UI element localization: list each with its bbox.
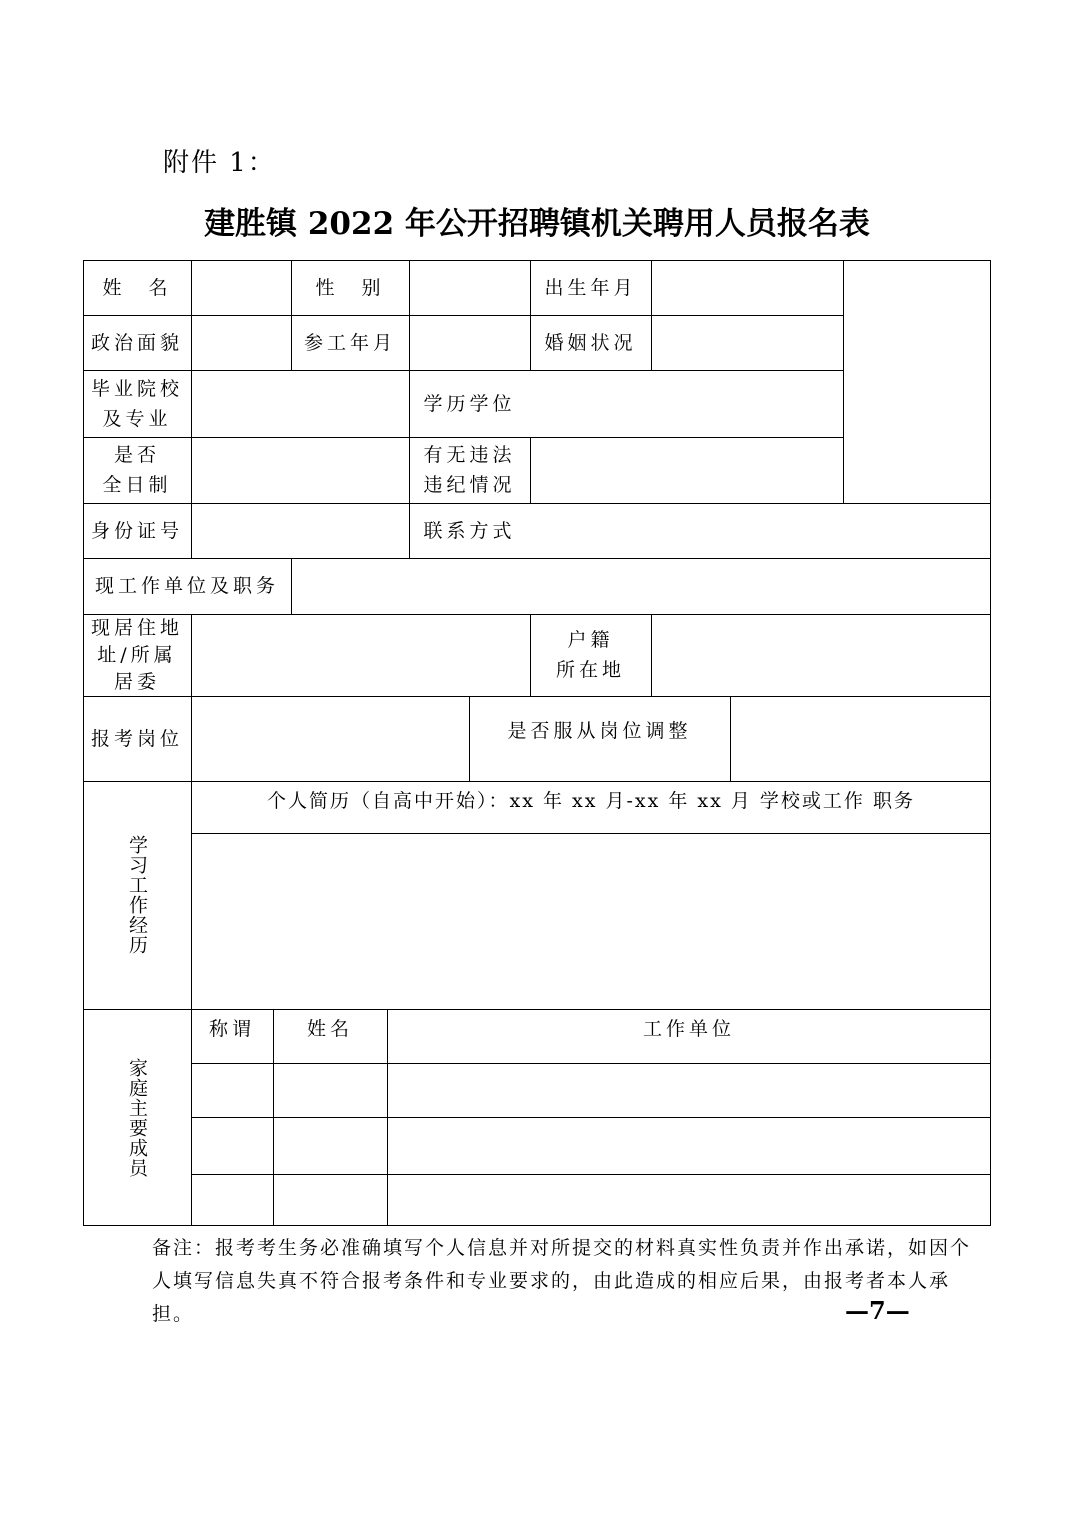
family-section-label: 家庭主要成员 <box>126 1057 148 1178</box>
page-number: —7— <box>845 1296 910 1325</box>
rule <box>843 260 844 504</box>
resume-hint: 个人简历（自高中开始）：xx 年 xx 月-xx 年 xx 月 学校或工作 职务 <box>267 790 915 812</box>
rule <box>651 614 652 696</box>
label-address: 现居住地 址/所属 居委 <box>90 616 183 693</box>
rule <box>651 260 652 371</box>
footnote: 备注：报考考生务必准确填写个人信息并对所提交的材料真实性负责并作出承诺，如因个人填写信息失真不符合报考条件和专业要求的，由此造成的相应后果，由报考者本人承担。 <box>152 1237 972 1325</box>
family-header-name: 姓名 <box>306 1018 353 1040</box>
label-work-start: 参工年月 <box>303 331 396 354</box>
border-bottom <box>83 1225 991 1226</box>
rule <box>191 1117 991 1118</box>
rule <box>83 503 991 504</box>
label-degree: 学历学位 <box>423 392 516 415</box>
rule <box>191 1174 991 1175</box>
family-header-relation: 称谓 <box>208 1018 255 1040</box>
label-school: 毕业院校 及专业 <box>90 377 183 430</box>
attachment-label: 附件 1： <box>163 148 276 178</box>
label-violation: 有无违法 违纪情况 <box>423 444 516 496</box>
label-gender: 性 别 <box>315 276 385 299</box>
rule <box>730 696 731 781</box>
label-name: 姓 名 <box>102 276 172 299</box>
rule <box>191 260 192 558</box>
label-fulltime: 是否 全日制 <box>102 444 172 496</box>
rule <box>291 558 292 614</box>
label-position: 报考岗位 <box>90 727 183 750</box>
label-contact: 联系方式 <box>423 519 516 542</box>
border-right <box>990 260 991 1226</box>
family-section-label-cell <box>83 1009 191 1226</box>
label-birth: 出生年月 <box>544 276 637 299</box>
rule <box>191 833 991 834</box>
label-marital: 婚姻状况 <box>544 331 637 354</box>
rule <box>83 315 843 316</box>
rule <box>191 696 192 781</box>
label-political: 政治面貌 <box>90 331 183 354</box>
resume-section-label: 学习工作经历 <box>126 835 148 955</box>
label-current-job: 现工作单位及职务 <box>94 575 279 597</box>
label-id-number: 身份证号 <box>90 519 183 542</box>
label-adjust: 是否服从岗位调整 <box>507 720 692 742</box>
rule <box>530 437 531 503</box>
rule <box>191 614 192 696</box>
resume-section-label-cell <box>83 781 191 1009</box>
registration-form-table <box>83 260 991 1226</box>
label-hukou: 户籍 所在地 <box>555 629 625 681</box>
form-title: 建胜镇 2022 年公开招聘镇机关聘用人员报名表 <box>204 206 870 242</box>
rule <box>191 1063 991 1064</box>
rule <box>191 781 192 1226</box>
family-header-work: 工作单位 <box>642 1018 735 1040</box>
